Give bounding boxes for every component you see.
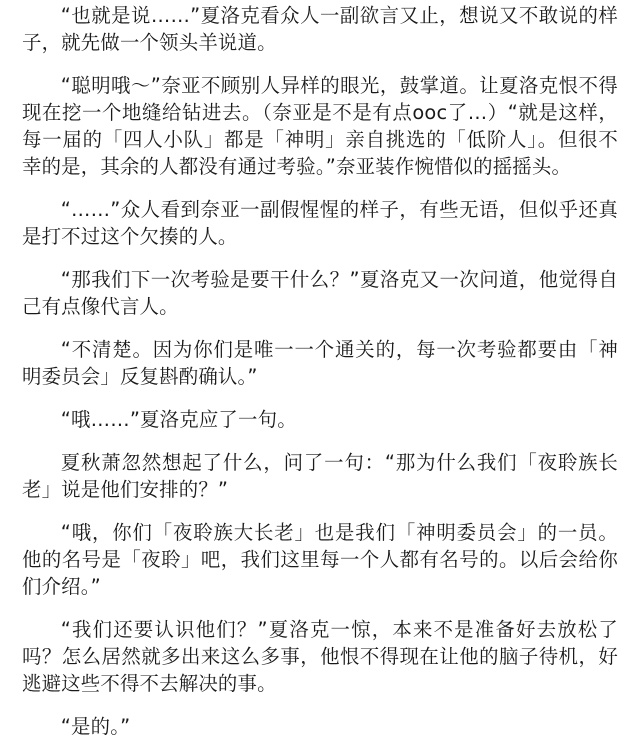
paragraph: 夏秋萧忽然想起了什么，问了一句：“那为什么我们「夜聆族长老」说是他们安排的？” bbox=[22, 451, 618, 501]
paragraph: “不清楚。因为你们是唯一一个通关的，每一次考验都要由「神明委员会」反复斟酌确认。” bbox=[22, 338, 618, 388]
paragraph: “……”众人看到奈亚一副假惺惺的样子，有些无语，但似乎还真是打不过这个欠揍的人。 bbox=[22, 198, 618, 248]
paragraph: “聪明哦～”奈亚不顾别人异样的眼光，鼓掌道。让夏洛克恨不得现在挖一个地缝给钻进去。（奈亚是不是有点ooc了…）“就是这样，每一届的「四人小队」都是「神明」亲自挑选的「低阶人」。但很不幸的是，其余的人都没有通过考验。”奈亚装作惋惜似的摇摇头。 bbox=[22, 74, 618, 178]
paragraph: “是的。” bbox=[60, 715, 131, 738]
paragraph: “我们还要认识他们？”夏洛克一惊，本来不是准备好去放松了吗？怎么居然就多出来这么多事，他恨不得现在让他的脑子待机，好逃避这些不得不去解决的事。 bbox=[22, 618, 618, 695]
paragraph: “那我们下一次考验是要干什么？”夏洛克又一次问道，他觉得自己有点像代言人。 bbox=[22, 268, 618, 318]
paragraph: “哦……”夏洛克应了一句。 bbox=[60, 408, 297, 431]
paragraph: “也就是说……”夏洛克看众人一副欲言又止，想说又不敢说的样子，就先做一个领头羊说道。 bbox=[22, 4, 618, 54]
paragraph: “哦，你们「夜聆族大长老」也是我们「神明委员会」的一员。他的名号是「夜聆」吧，我们这里每一个人都有名号的。以后会给你们介绍。” bbox=[22, 521, 618, 598]
